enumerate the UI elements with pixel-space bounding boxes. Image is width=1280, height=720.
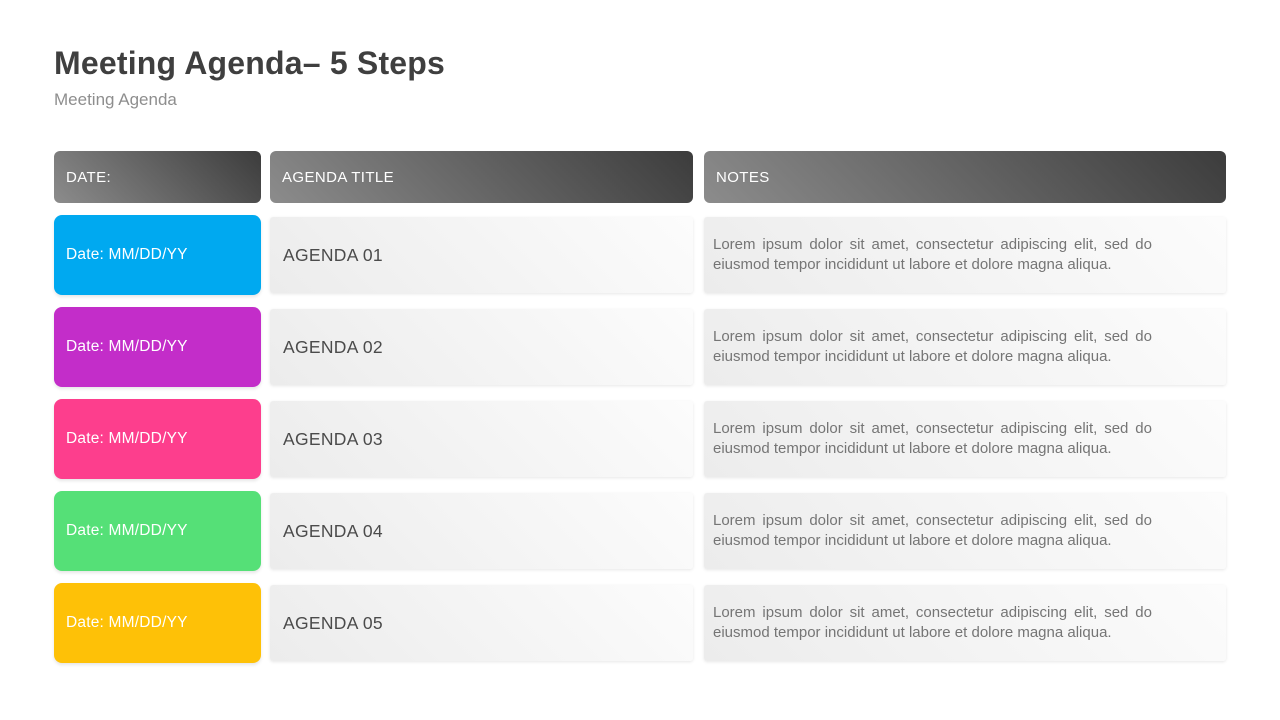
page-subtitle: Meeting Agenda	[54, 90, 177, 109]
date-badge: Date: MM/DD/YY	[54, 491, 261, 571]
table-row	[54, 491, 1226, 571]
header-cell-notes: NOTES	[704, 151, 1226, 203]
table-row	[54, 583, 1226, 663]
table-row	[54, 215, 1226, 295]
notes-cell	[704, 585, 1226, 661]
table-body	[54, 215, 1226, 663]
notes-cell	[704, 217, 1226, 293]
date-badge: Date: MM/DD/YY	[54, 583, 261, 663]
notes-text: Lorem ipsum dolor sit amet, consectetur adipiscing elit, sed do eiusmod tempor incididunt ut labore et dolore magna aliqua.	[713, 604, 1152, 641]
table-row	[54, 307, 1226, 387]
notes-cell	[704, 493, 1226, 569]
agenda-title-cell: AGENDA 04	[270, 493, 693, 569]
agenda-table	[54, 151, 1226, 663]
agenda-title-cell: AGENDA 01	[270, 217, 693, 293]
notes-cell	[704, 401, 1226, 477]
table-header-row	[54, 151, 1226, 203]
page-title: Meeting Agenda– 5 Steps	[54, 45, 446, 81]
agenda-title-cell: AGENDA 02	[270, 309, 693, 385]
notes-text: Lorem ipsum dolor sit amet, consectetur adipiscing elit, sed do eiusmod tempor incididunt ut labore et dolore magna aliqua.	[713, 512, 1152, 549]
table-row	[54, 399, 1226, 479]
date-badge: Date: MM/DD/YY	[54, 215, 261, 295]
date-badge: Date: MM/DD/YY	[54, 399, 261, 479]
agenda-title-cell: AGENDA 03	[270, 401, 693, 477]
date-badge: Date: MM/DD/YY	[54, 307, 261, 387]
notes-text: Lorem ipsum dolor sit amet, consectetur adipiscing elit, sed do eiusmod tempor incididunt ut labore et dolore magna aliqua.	[713, 420, 1152, 457]
agenda-title-cell: AGENDA 05	[270, 585, 693, 661]
header-cell-date: DATE:	[54, 151, 261, 203]
header-cell-agenda-title: AGENDA TITLE	[270, 151, 693, 203]
notes-text: Lorem ipsum dolor sit amet, consectetur adipiscing elit, sed do eiusmod tempor incididunt ut labore et dolore magna aliqua.	[713, 236, 1152, 273]
notes-cell	[704, 309, 1226, 385]
notes-text: Lorem ipsum dolor sit amet, consectetur adipiscing elit, sed do eiusmod tempor incididunt ut labore et dolore magna aliqua.	[713, 328, 1152, 365]
